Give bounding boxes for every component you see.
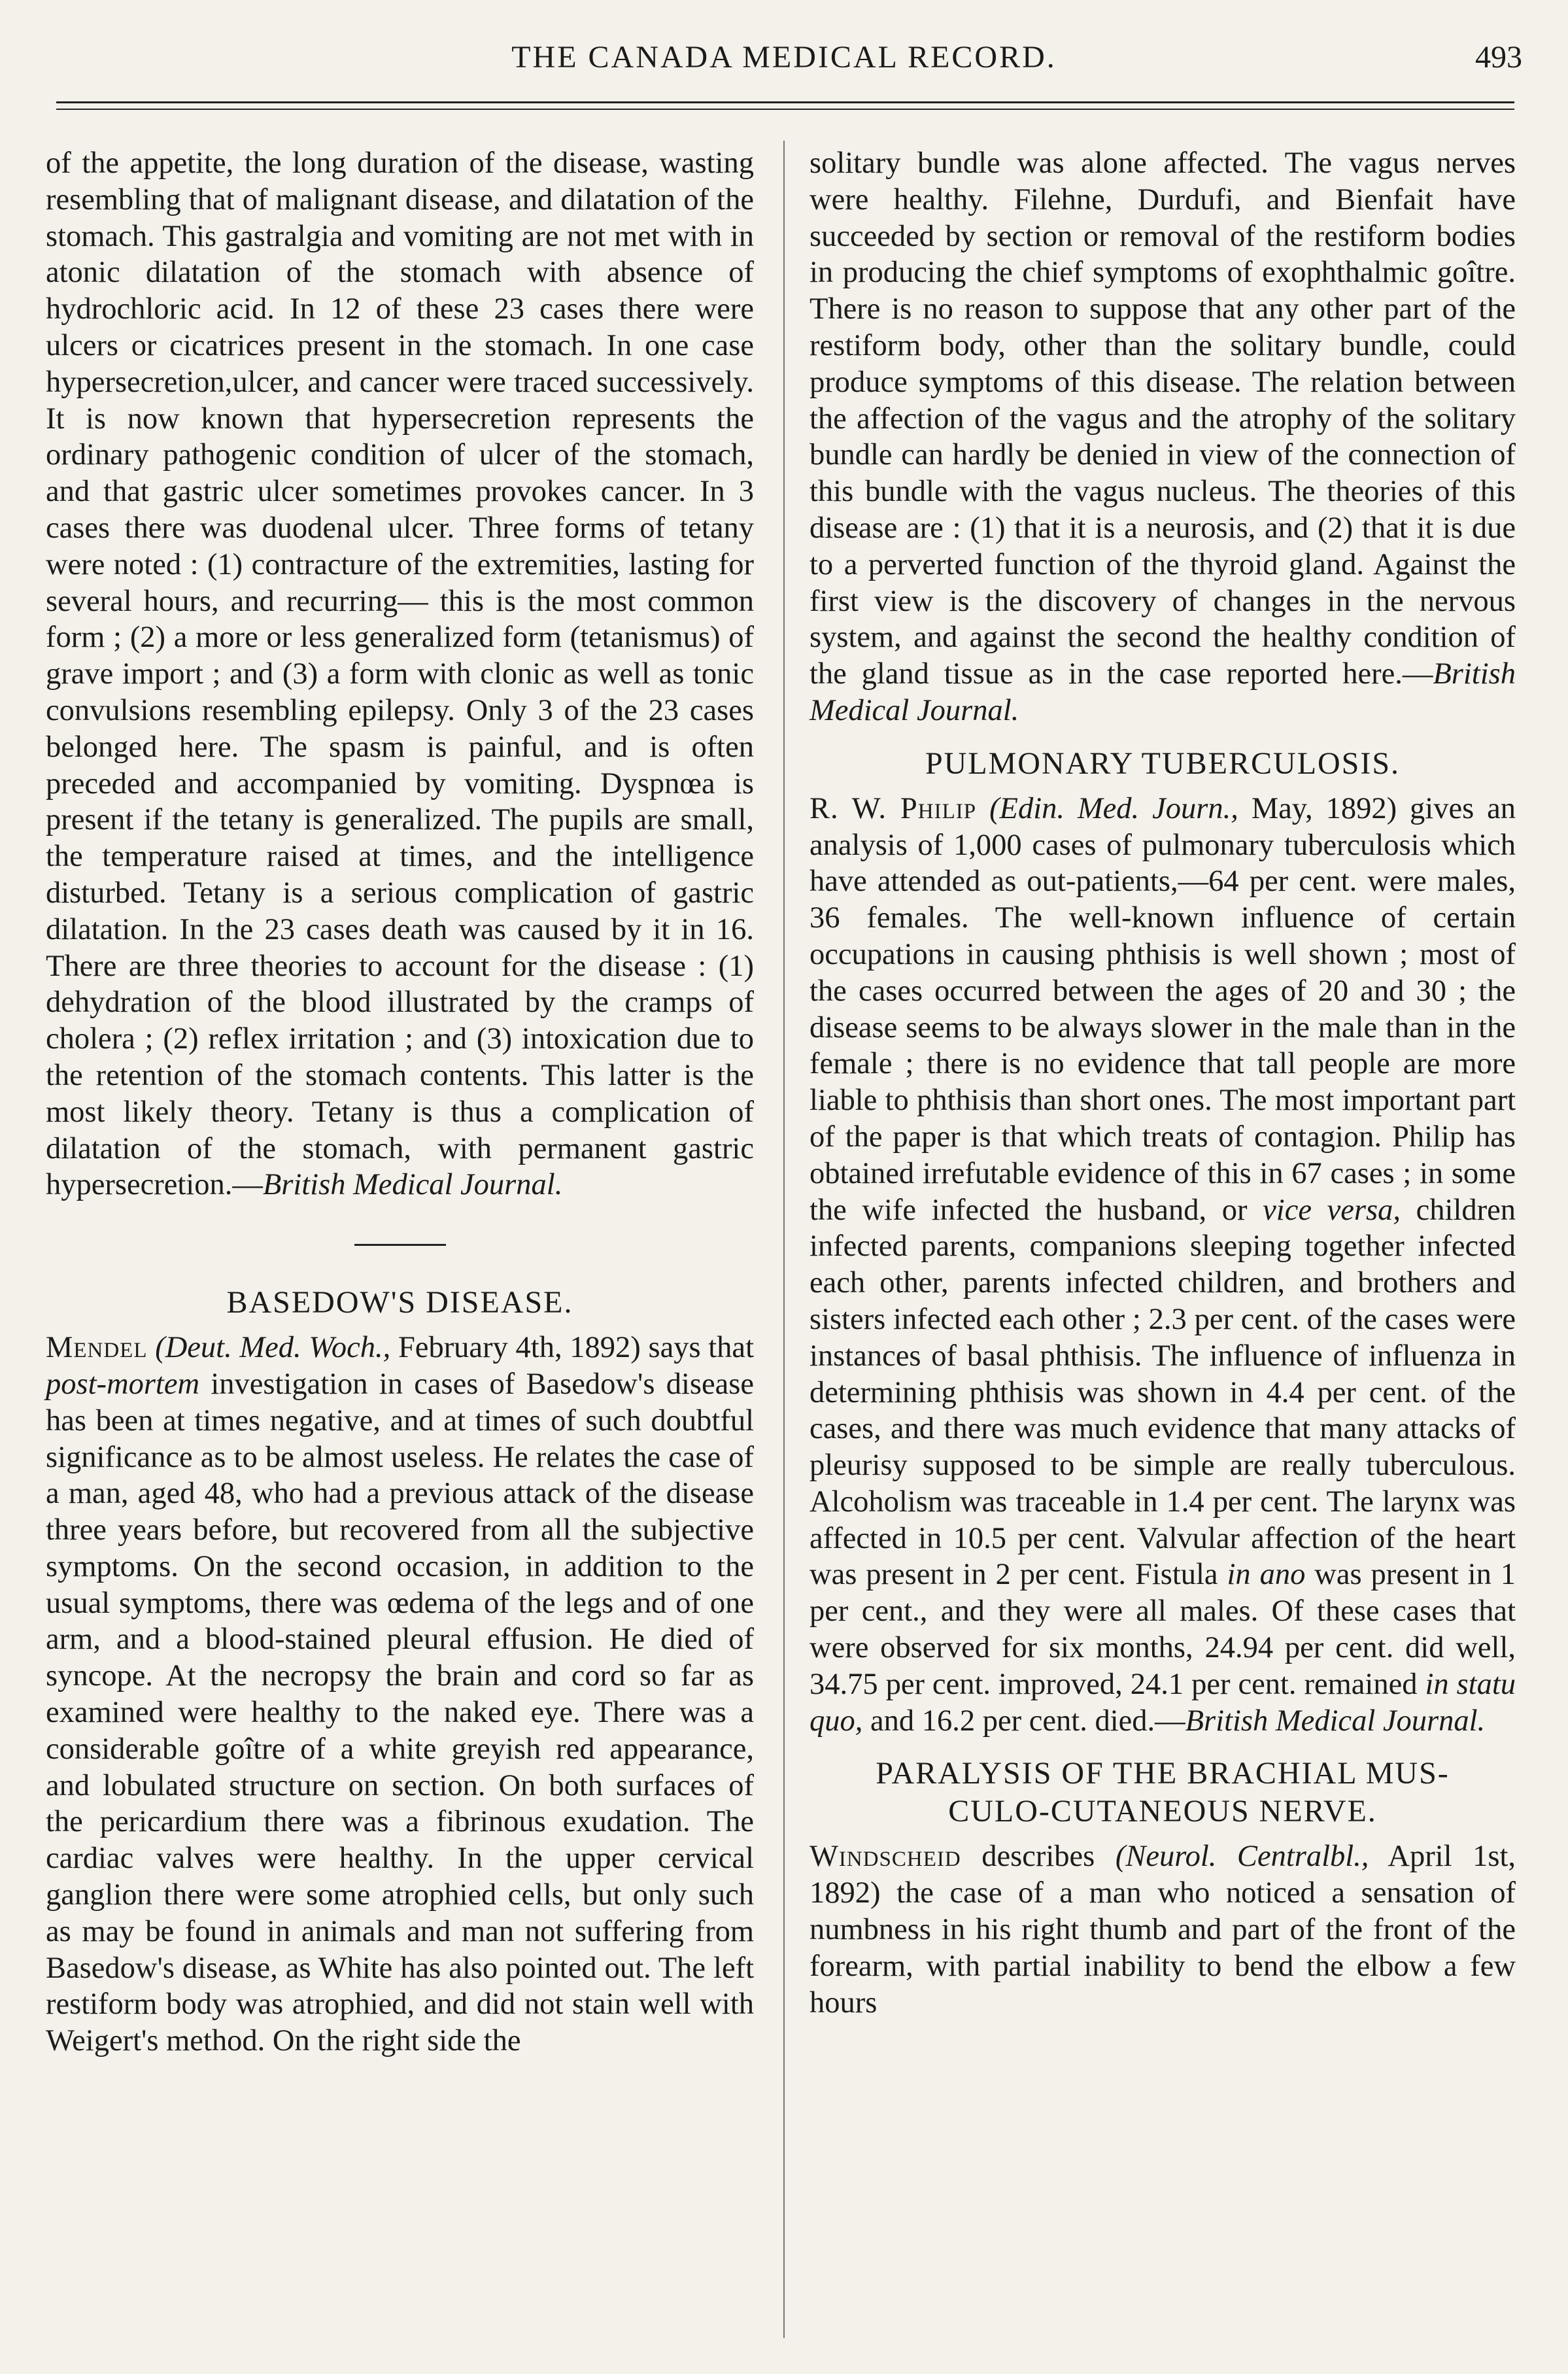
author-name: Windscheid xyxy=(810,1840,961,1874)
left-column xyxy=(46,145,754,2059)
right-column xyxy=(810,145,1516,2021)
page-number: 493 xyxy=(1475,40,1522,75)
continued-text: of the appetite, the long duration of the disease, wasting resembling that of malignant disease, and dilatation of the stomach. This gastralgia and vomiting are not met with in atonic dilatation of the stomach with absence of hydrochloric acid. In 12 of these 23 cases there were ulcers or cicatrices present in the stomach. In one case hypersecretion,ulcer, and cancer were traced successively. It is now known that hypersecretion represents the ordinary pathogenic condition of ulcer of the stomach, and that gastric ulcer sometimes provokes cancer. In 3 cases there was duodenal ulcer. Three forms of tetany were noted : (1) contracture of the extremities, lasting for several hours, and recurring— this is the most common form ; (2) a more or less generalized form (tetanismus) of grave import ; and (3) a form with clonic as well as tonic convulsions resembling epilepsy. Only 3 of the 23 cases belonged here. The spasm is painful, and is often preceded and accompanied by vomiting. Dyspnœa is present if the tetany is generalized. The pupils are small, the temperature raised at times, and the intelligence disturbed. Tetany is a serious complication of gastric dilatation. In the 23 cases death was caused by it in 16. There are three theories to account for the disease : (1) dehydration of the blood illustrated by the cramps of cholera ; (2) reflex irritation ; and (3) intoxication due to the retention of the stomach contents. This latter is the most likely theory. Tetany is thus a complication of dilatation of the stomach, with permanent gastric hypersecretion.— xyxy=(46,146,754,1202)
journal-reference: (Deut. Med. Woch., xyxy=(155,1331,391,1365)
body-text: investigation in cases of Basedow's disease has been at times negative, and at times of such doubtful significance as to be almost useless. He relates the case of a man, aged 48, who had a previous attack of the disease three years before, but recovered from all the subjective symptoms. On the second occasion, in addition to the usual symptoms, there was œdema of the legs and of one arm, and a blood-stained pleural effusion. He died of syncope. At the necropsy the brain and cord so far as examined were healthy to the naked eye. There was a considerable goître of a white greyish red appearance, and lobulated structure on section. On both surfaces of the pericardium there was a fibrinous exudation. The cardiac valves were healthy. In the upper cervical ganglion there were some atrophied cells, but only such as may be found in animals and man not suffering from Basedow's disease, as White has also pointed out. The left restiform body was atrophied, and did not stain well with Weigert's method. On the right side the xyxy=(46,1367,754,2058)
section-separator xyxy=(354,1244,446,1246)
heading-line: PARALYSIS OF THE BRACHIAL MUS- xyxy=(876,1756,1450,1791)
running-header xyxy=(0,39,1568,105)
journal-reference: (Neurol. Centralbl., xyxy=(1115,1840,1369,1874)
article-body-basedow xyxy=(46,1330,754,2059)
italic-term: vice versa, xyxy=(1263,1193,1401,1227)
author-name: R. W. Philip xyxy=(810,791,977,825)
header-rule-thin xyxy=(56,109,1514,110)
italic-term: post-mortem xyxy=(46,1367,200,1401)
body-text: April 1st, 1892) the case of a man who noticed a sensation of numbness in his right thumb and part of the front of the forearm, with partial inability to bend the elbow a few hours xyxy=(810,1840,1516,2020)
source-citation: British Medical Journal. xyxy=(262,1168,563,1202)
section-heading-tuberculosis: PULMONARY TUBERCULOSIS. xyxy=(925,746,1401,781)
author-name: Mendel xyxy=(46,1331,148,1365)
body-text: describes xyxy=(961,1840,1116,1874)
source-citation: British Medical Journal. xyxy=(1185,1704,1486,1738)
article-body xyxy=(810,145,1516,729)
source-citation: British Medical Journal. xyxy=(810,657,1516,727)
body-text: May, 1892) gives an analysis of 1,000 cases of pulmonary tuberculosis which have attended as out-patients,—64 per cent. were males, 36 females. The well-known influence of certain occupations in causing phthisis is well shown ; most of the cases occurred between the ages of 20 and 30 ; the disease seems to be always slower in the male than in the female ; there is no evidence that tall people are more liable to phthisis than short ones. The most important part of the paper is that which treats of contagion. Philip has obtained irrefutable evidence of this in 67 cases ; in some the wife infected the husband, or xyxy=(810,791,1516,1227)
journal-reference: (Edin. Med. Journ., xyxy=(989,791,1238,825)
body-text: and 16.2 per cent. died.— xyxy=(862,1704,1185,1738)
section-heading-paralysis xyxy=(810,1755,1516,1831)
article-body xyxy=(46,145,754,1203)
heading-line: CULO-CUTANEOUS NERVE. xyxy=(948,1794,1377,1829)
header-rule xyxy=(56,101,1514,103)
body-text: February 4th, 1892) says that xyxy=(390,1331,754,1365)
article-body-tuberculosis xyxy=(810,791,1516,1740)
italic-term: in statu quo, xyxy=(810,1667,1516,1738)
section-heading-basedow: BASEDOW'S DISEASE. xyxy=(226,1285,573,1320)
body-text: children infected parents, companions sleeping together infected each other, parents infected children, and brothers and sisters infected each other ; 2.3 per cent. of the cases were instances of basal phthisis. The influence of influenza in determining phthisis was shown in 4.4 per cent. of the cases, and there was much evidence that many attacks of pleurisy supposed to be simple are really tuberculous. Alcoholism was traceable in 1.4 per cent. The larynx was affected in 10.5 per cent. Valvular affection of the heart was present in 2 per cent. Fistula xyxy=(810,1193,1516,1592)
continued-text: solitary bundle was alone affected. The vagus nerves were healthy. Filehne, Durdufi, and Bienfait have succeeded by section or removal of the restiform bodies in producing the chief symptoms of exophthalmic goître. There is no reason to suppose that any other part of the restiform body, other than the solitary bundle, could produce symptoms of this disease. The relation between the affection of the vagus and the atrophy of the solitary bundle can hardly be denied in view of the connection of this bundle with the vagus nucleus. The theories of this disease are : (1) that it is a neurosis, and (2) that it is due to a perverted function of the thyroid gland. Against the first view is the discovery of changes in the nervous system, and against the second the healthy condition of the gland tissue as in the case reported here.— xyxy=(810,146,1516,691)
journal-title: THE CANADA MEDICAL RECORD. xyxy=(511,40,1057,75)
body-text: was present in 1 per cent., and they were all males. Of these cases that were observed for six months, 24.94 per cent. did well, 34.75 per cent. improved, 24.1 per cent. remained xyxy=(810,1558,1516,1701)
article-body-paralysis xyxy=(810,1838,1516,2021)
column-divider xyxy=(783,141,785,2338)
italic-term: in ano xyxy=(1227,1558,1306,1592)
